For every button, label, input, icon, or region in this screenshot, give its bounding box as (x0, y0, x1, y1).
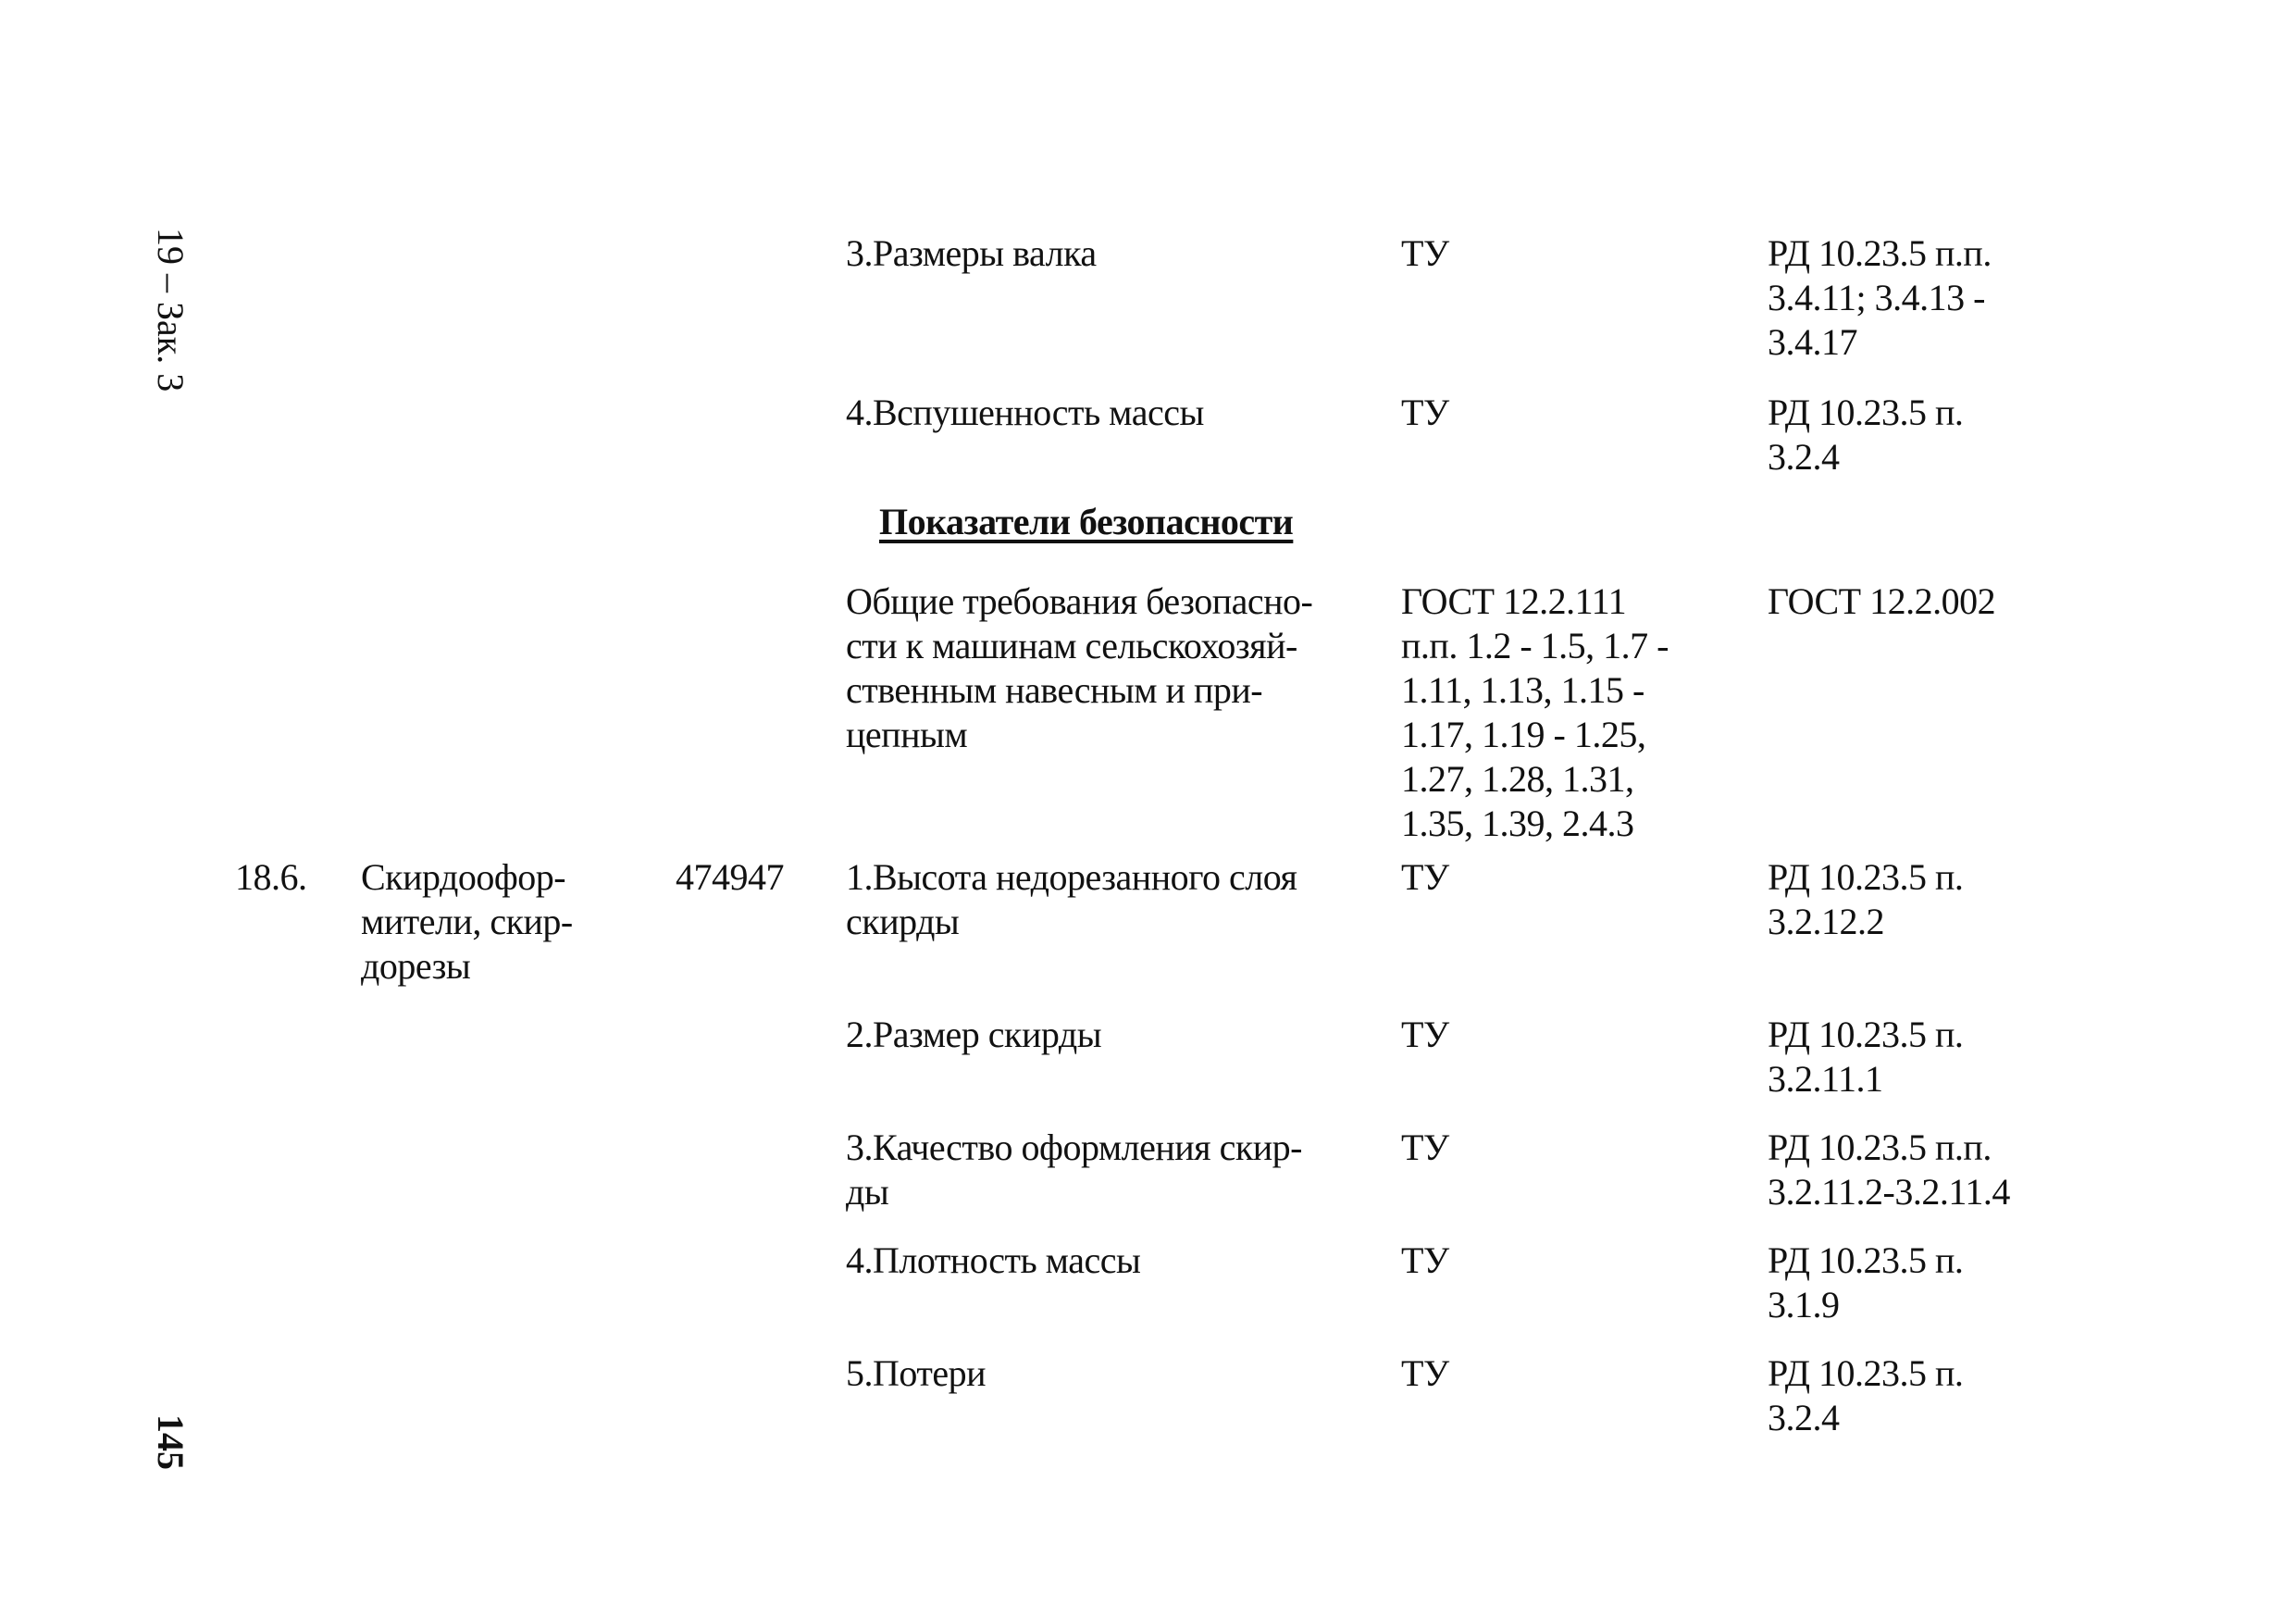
row-7-standard: ТУ (1401, 1239, 1449, 1281)
row-1-standard: ТУ (1401, 392, 1449, 433)
row-4-method: РД 10.23.5 п. 3.2.12.2 (1768, 856, 1964, 942)
row-1-indicator: 4.Вспушенность массы (846, 392, 1204, 433)
row-5-standard: ТУ (1401, 1014, 1449, 1055)
row-1-method: РД 10.23.5 п. 3.2.4 (1768, 392, 1964, 478)
row-4-standard: ТУ (1401, 856, 1449, 898)
row-6-method: РД 10.23.5 п.п. 3.2.11.2-3.2.11.4 (1768, 1126, 2010, 1213)
row-4-indicator: 1.Высота недорезанного слоя скирды (846, 856, 1297, 942)
row-3-standard: ГОСТ 12.2.111 п.п. 1.2 - 1.5, 1.7 - 1.11, 1.13, 1.15 - 1.17, 1.19 - 1.25, 1.27, 1.28, 1.31, 1.35, 1.39, 2.4.3 (1401, 580, 1669, 844)
row-0-method: РД 10.23.5 п.п. 3.4.11; 3.4.13 - 3.4.17 (1768, 232, 1992, 363)
section-heading-safety: Показатели безопасности (879, 501, 1294, 542)
row-8-standard: ТУ (1401, 1352, 1449, 1394)
row-6-standard: ТУ (1401, 1126, 1449, 1168)
row-5-indicator: 2.Размер скирды (846, 1014, 1102, 1055)
row-4-name: Скирдоофор- мители, скир- дорезы (361, 856, 573, 987)
row-6-indicator: 3.Качество оформления скир- ды (846, 1126, 1302, 1213)
row-7-indicator: 4.Плотность массы (846, 1239, 1141, 1281)
row-7-method: РД 10.23.5 п. 3.1.9 (1768, 1239, 1964, 1326)
row-4-number: 18.6. (235, 856, 307, 898)
row-8-method: РД 10.23.5 п. 3.2.4 (1768, 1352, 1964, 1438)
row-5-method: РД 10.23.5 п. 3.2.11.1 (1768, 1014, 1964, 1100)
sheet-label: 19 – Зак. 3 (150, 228, 192, 392)
page-number: 145 (150, 1414, 192, 1470)
row-3-indicator: Общие требования безопасно- сти к машинам сельскохозяй- ственным навесным и при- цепным (846, 580, 1313, 755)
row-8-indicator: 5.Потери (846, 1352, 986, 1394)
row-4-code: 474947 (676, 856, 784, 898)
row-0-indicator: 3.Размеры валка (846, 232, 1097, 274)
row-0-standard: ТУ (1401, 232, 1449, 274)
row-3-method: ГОСТ 12.2.002 (1768, 580, 1996, 622)
